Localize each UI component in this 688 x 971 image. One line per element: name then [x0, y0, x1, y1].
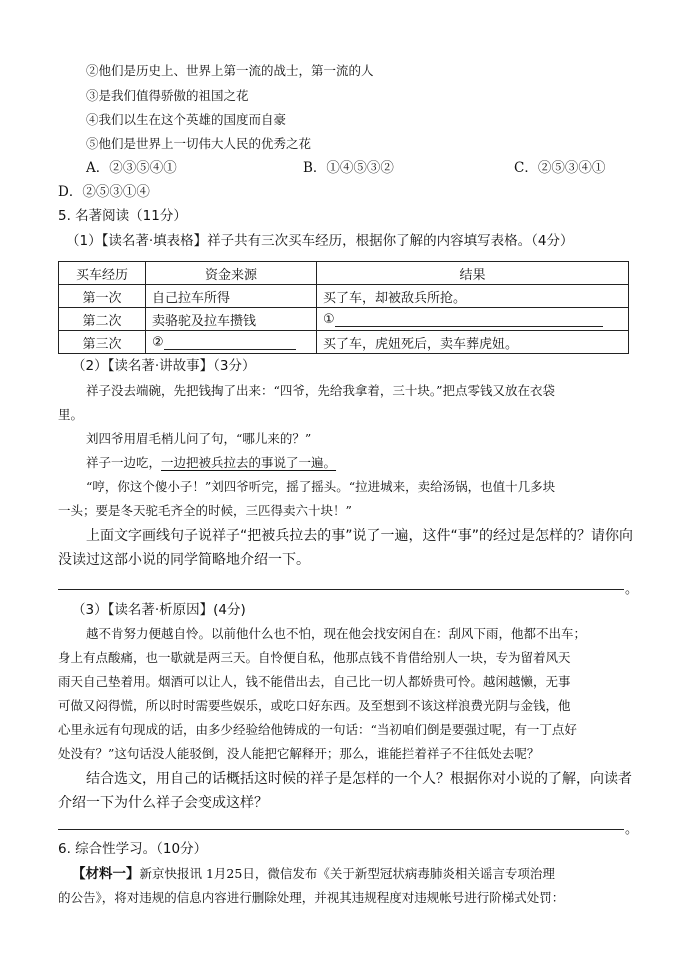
- q5-part2-heading: （2）【读名著·讲故事】（3分）: [72, 358, 256, 374]
- answer-blank-2-cell[interactable]: [146, 331, 317, 354]
- table-cell: 第二次: [59, 308, 146, 331]
- passage-fragment: 祥子一边吃，: [86, 455, 162, 470]
- answer-line-part2[interactable]: [58, 589, 624, 590]
- material-line: 的公告》，将对违规的信息内容进行删除处理，并视其违规程度对违规帐号进行阶梯式处罚：: [58, 890, 565, 905]
- q4-item-3: ③是我们值得骄傲的祖国之花: [86, 88, 249, 103]
- table-row: [59, 308, 629, 331]
- answer-blank-1-cell[interactable]: [317, 308, 629, 331]
- material-line: [72, 865, 555, 883]
- passage-line: 刘四爷用眉毛梢儿问了句，“哪儿来的？”: [86, 431, 312, 446]
- q4-item-4: ④我们以生在这个英雄的国度而自豪: [86, 112, 287, 127]
- underlined-sentence: 一边把被兵拉去的事说了一遍。: [161, 455, 337, 470]
- table-header: 资金来源: [146, 262, 317, 285]
- passage-line: 一头；要是冬天驼毛齐全的时候，三匹得卖六十块！”: [58, 503, 352, 518]
- answer-line-part3[interactable]: [58, 829, 624, 830]
- q5-part3-question: 结合选文，用自己的话概括这时候的祥子是怎样的一个人？根据你对小说的了解，向读者: [86, 771, 632, 787]
- table-header-row: [59, 262, 629, 285]
- blank-marker-1: ①: [323, 311, 335, 327]
- q5-part3-heading: （3）【读名著·析原因】(4分): [72, 602, 246, 618]
- table-cell: 卖骆驼及拉车攒钱: [146, 308, 317, 331]
- passage-line: 身上有点酸痛，也一歇就是两三天。自怜便自私，他那点钱不肯借给别人一块，专为留着风天: [58, 650, 571, 665]
- table-cell: 买了车，却被敌兵所抢。: [317, 285, 629, 308]
- material-label: 【材料一】: [72, 866, 140, 882]
- passage-line: 越不肯努力便越自怜。以前他什么也不怕，现在他会找安闲自在：刮风下雨，他都不出车；: [86, 626, 587, 641]
- q5-part2-question: 没读过这部小说的同学简略地介绍一下。: [58, 552, 310, 568]
- q5-part3-question: 介绍一下为什么祥子会变成这样？: [58, 795, 268, 811]
- q5-part1-heading: （1）【读名著·填表格】祥子共有三次买车经历，根据你了解的内容填写表格。（4分）: [66, 233, 574, 249]
- answer-blank-1[interactable]: [335, 312, 603, 327]
- passage-line: 可做又闷得慌，所以时时需要些娱乐，或吃口好东西。及至想到不该这样浪费光阴与金钱，他: [58, 698, 571, 713]
- passage-line: “哼，你这个傻小子！”刘四爷听完，摇了摇头。“拉进城来，卖给汤锅，也值十几多块: [86, 479, 556, 494]
- blank-marker-2: ②: [152, 334, 164, 350]
- period-mark: 。: [625, 582, 639, 597]
- table-cell: 第三次: [59, 331, 146, 354]
- passage-line: 里。: [58, 407, 84, 422]
- q4-item-5: ⑤他们是世界上一切伟大人民的优秀之花: [86, 136, 312, 151]
- material-text: 新京快报讯 1月25日，微信发布《关于新型冠状病毒肺炎相关谣言专项治理: [139, 866, 555, 881]
- q4-option-b[interactable]: B．①④⑤③②: [303, 160, 394, 176]
- table-row: [59, 331, 629, 354]
- car-purchase-table: [58, 261, 629, 354]
- q4-item-2: ②他们是历史上、世界上第一流的战士，第一流的人: [86, 63, 374, 78]
- q4-option-a[interactable]: A．②③⑤④①: [86, 160, 177, 176]
- table-header: 结果: [317, 262, 629, 285]
- period-mark: 。: [625, 822, 639, 837]
- table-cell: 第一次: [59, 285, 146, 308]
- passage-line: 处没有？”这句话没人能驳倒，没人能把它解释开；那么，谁能拦着祥子不往低处去呢？: [58, 746, 540, 761]
- passage-line: 雨天自己垫着用。烟酒可以让人，钱不能借出去，自己比一切人都娇贵可怜。越闲越懒，无事: [58, 674, 571, 689]
- q4-option-c[interactable]: C．②⑤③④①: [514, 160, 606, 176]
- answer-blank-2[interactable]: [164, 335, 296, 350]
- table-cell: 买了车，虎妞死后，卖车葬虎妞。: [317, 331, 629, 354]
- table-cell: 自己拉车所得: [146, 285, 317, 308]
- passage-line: 心里永远有句现成的话，由多少经验给他铸成的一句话：“当初咱们倒是要强过呢，有一丁点好: [58, 722, 577, 737]
- passage-line: [86, 454, 336, 472]
- q5-part2-question: 上面文字画线句子说祥子“把被兵拉去的事”说了一遍，这件“事”的经过是怎样的？请你向: [86, 528, 634, 544]
- table-row: [59, 285, 629, 308]
- table-header: 买车经历: [59, 262, 146, 285]
- q6-title: 6. 综合性学习。（10分）: [58, 841, 208, 857]
- passage-line: 祥子没去端碗，先把钱掏了出来：“四爷，先给我拿着，三十块。”把点零钱又放在衣袋: [86, 383, 556, 398]
- q5-title: 5. 名著阅读（11分）: [58, 208, 187, 224]
- q4-option-d[interactable]: D．②⑤③①④: [58, 184, 150, 200]
